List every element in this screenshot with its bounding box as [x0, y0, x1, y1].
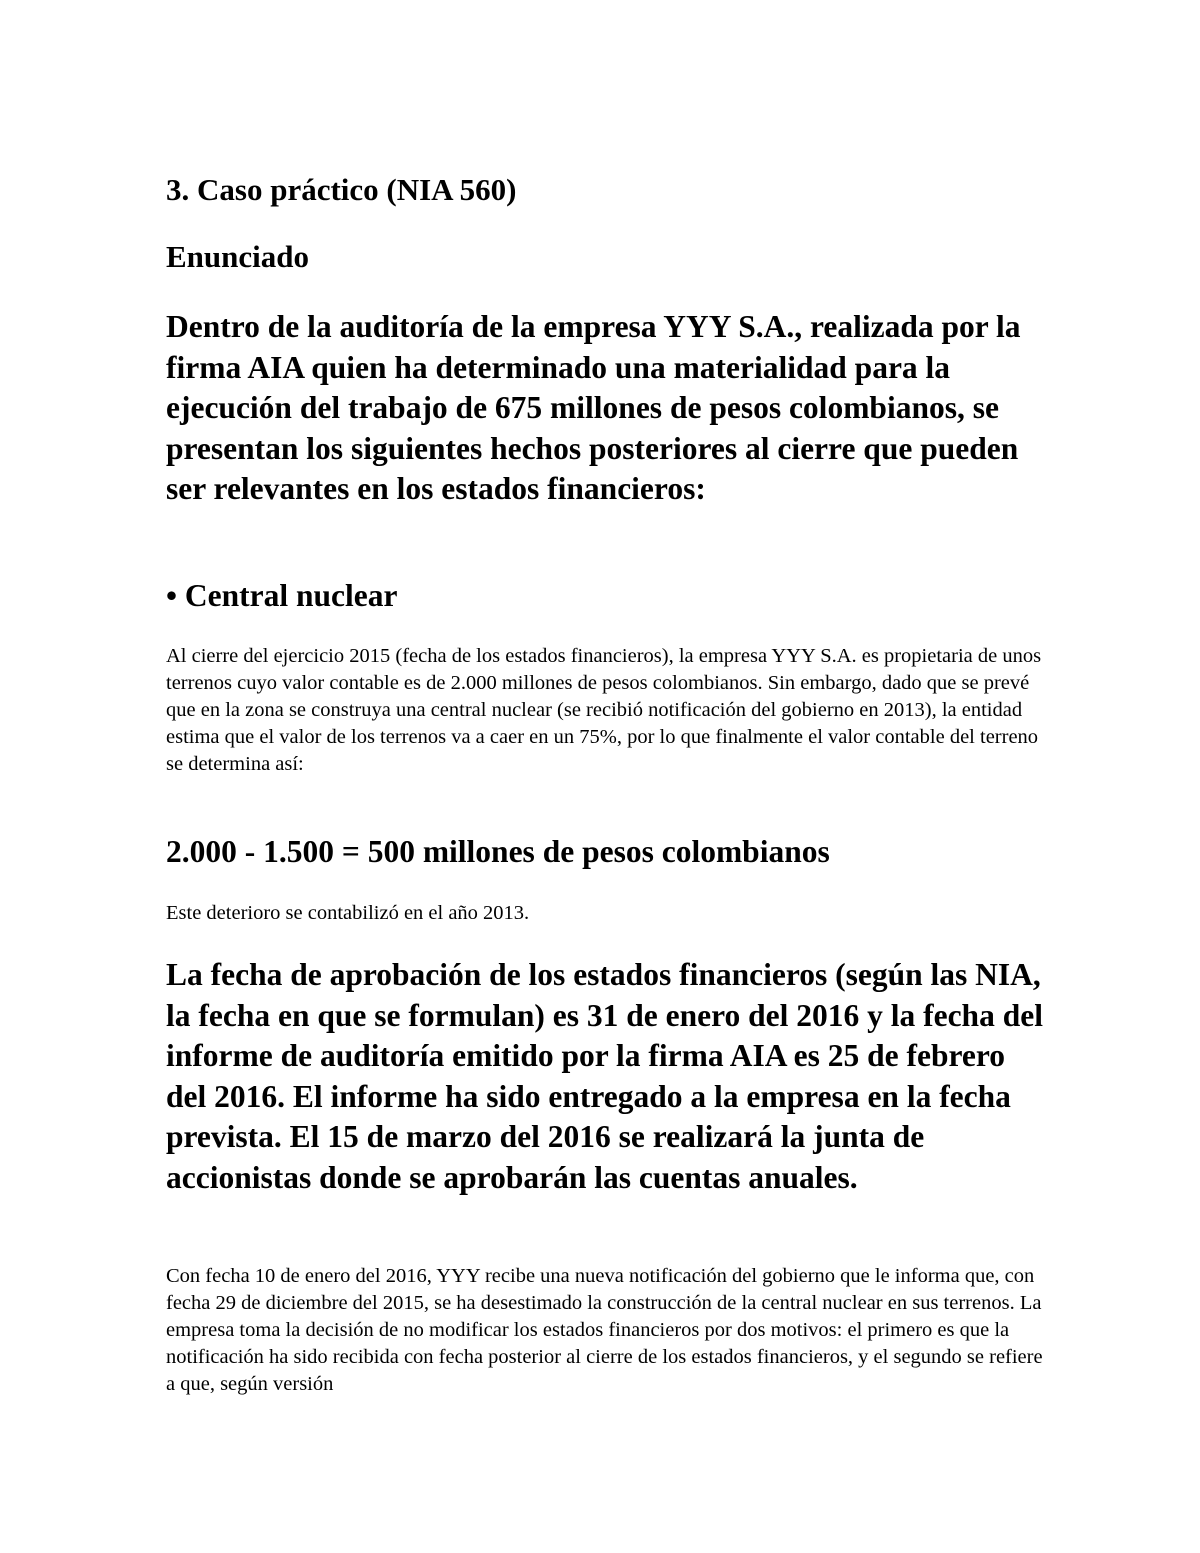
- subheading-enunciado: Enunciado: [166, 239, 310, 274]
- formula-line: 2.000 - 1.500 = 500 millones de pesos colombianos: [166, 834, 830, 869]
- dates-statement: La fecha de aprobación de los estados financieros (según las NIA, la fecha en que se formulan) es 31 de enero del 2016 y la fecha del informe de auditoría emitido por la firma AIA es 25 de febrero del 2016. El informe ha sido entregado a la empresa en la fecha prevista. El 15 de marzo del 2016 se realizará la junta de accionistas donde se aprobarán las cuentas anuales.: [166, 957, 1043, 1195]
- paragraph-government-notification: Con fecha 10 de enero del 2016, YYY recibe una nueva notificación del gobierno que le informa que, con fecha 29 de diciembre del 2015, se ha desestimado la construcción de la central nuclear en sus terrenos. La empresa toma la decisión de no modificar los estados financieros por dos motivos: el primero es que la notificación ha sido recibida con fecha posterior al cierre de los estados financieros, y el segundo se refiere a que, según versión: [166, 1265, 1043, 1395]
- bullet-heading-central-nuclear: • Central nuclear: [166, 578, 398, 613]
- paragraph-impairment-note: Este deterioro se contabilizó en el año 2013.: [166, 902, 530, 924]
- section-heading: 3. Caso práctico (NIA 560): [166, 172, 517, 207]
- paragraph-land-valuation: Al cierre del ejercicio 2015 (fecha de los estados financieros), la empresa YYY S.A. es propietaria de unos terrenos cuyo valor contable es de 2.000 millones de pesos colombianos. Sin embargo, dado que se prevé que en la zona se construya una central nuclear (se recibió notificación del gobierno en 2013), la entidad estima que el valor de los terrenos va a caer en un 75%, por lo que finalmente el valor contable del terreno se determina así:: [166, 645, 1042, 775]
- intro-statement: Dentro de la auditoría de la empresa YYY S.A., realizada por la firma AIA quien ha determinado una materialidad para la ejecución del trabajo de 675 millones de pesos colombianos, se presentan los siguientes hechos posteriores al cierre que pueden ser relevantes en los estados financieros:: [166, 309, 1021, 506]
